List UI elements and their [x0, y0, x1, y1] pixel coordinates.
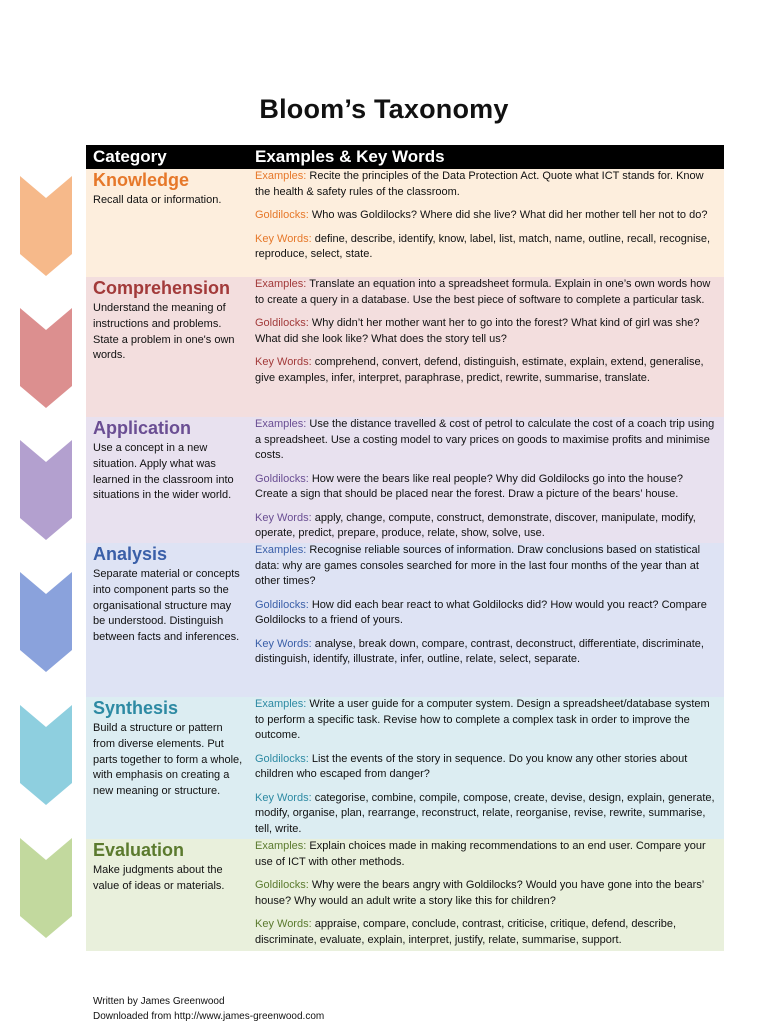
keywords-label: Key Words:: [255, 791, 312, 804]
category-name: Evaluation: [93, 840, 185, 860]
examples-label: Examples:: [255, 698, 307, 710]
goldilocks-label: Goldilocks:: [255, 209, 309, 221]
examples-text: Examples: Recognise reliable sources of information. Draw conclusions based on statistical data: why are games consoles searched for more in the last four months of the year than at other times?: [255, 544, 701, 587]
row-synthesis: [86, 697, 724, 839]
category-name: Synthesis: [93, 698, 179, 718]
category-description: Use a concept in a new situation. Apply what was learned in the classroom into situations in the wider world.: [93, 442, 234, 502]
examples-text: Examples: Recite the principles of the Data Protection Act. Quote what ICT stands for. Know the health & safety rules of the classroom.: [255, 170, 704, 198]
category-name: Application: [93, 418, 191, 438]
chevron-arrow-icon: [20, 705, 72, 805]
keywords-text: Key Words: categorise, combine, compile, compose, create, devise, design, explain, generate, modify, organise, plan, rearrange, reconstruct, relate, reorganise, revise, rewrite, summarise, tell, write.: [255, 791, 715, 835]
goldilocks-label: Goldilocks:: [255, 317, 309, 329]
keywords-label: Key Words:: [255, 232, 312, 245]
category-name: Analysis: [93, 544, 168, 564]
examples-label: Examples:: [255, 170, 307, 182]
header-examples: Examples & Key Words: [255, 147, 445, 166]
page-title: Bloom’s Taxonomy: [259, 94, 509, 124]
chevron-arrow-icon: [20, 176, 72, 276]
category-description: Recall data or information.: [93, 194, 222, 206]
keywords-text: Key Words: comprehend, convert, defend, distinguish, estimate, explain, extend, generalise, give examples, infer, interpret, paraphrase, predict, rewrite, summarise, translate.: [255, 356, 704, 384]
goldilocks-label: Goldilocks:: [255, 752, 309, 765]
examples-label: Examples:: [255, 544, 307, 556]
category-name: Comprehension: [93, 278, 231, 298]
keywords-label: Key Words:: [255, 637, 312, 650]
table-header: [86, 145, 724, 169]
category-name: Knowledge: [93, 170, 190, 190]
footer: [93, 994, 324, 1024]
chevron-arrow-icon: [20, 308, 72, 408]
goldilocks-text: Goldilocks: Who was Goldilocks? Where did she live? What did her mother tell her not to do?: [255, 209, 708, 221]
goldilocks-label: Goldilocks:: [255, 598, 309, 611]
examples-text: Examples: Explain choices made in making recommendations to an end user. Compare your use of ICT with other methods.: [255, 840, 706, 868]
keywords-text: Key Words: apply, change, compute, construct, demonstrate, discover, manipulate, modify, operate, predict, prepare, produce, relate, show, solve, use.: [255, 511, 696, 539]
examples-label: Examples:: [255, 840, 307, 852]
keywords-label: Key Words:: [255, 511, 312, 524]
category-description: Separate material or concepts into component parts so the organisational structure may be understood. Distinguish between facts and inferences.: [93, 568, 240, 644]
chevron-arrow-icon: [20, 572, 72, 672]
keywords-text: Key Words: analyse, break down, compare, contrast, deconstruct, differentiate, discriminate, distinguish, identify, illustrate, infer, outline, relate, select, separate.: [255, 637, 704, 665]
goldilocks-text: Goldilocks: How did each bear react to what Goldilocks did? How would you react? Compare Goldilocks to a friend of yours.: [255, 598, 707, 626]
keywords-text: Key Words: appraise, compare, conclude, contrast, criticise, critique, defend, describe, discriminate, evaluate, explain, interpret, justify, relate, summarise, support.: [255, 918, 677, 946]
row-analysis: [86, 543, 724, 697]
goldilocks-label: Goldilocks:: [255, 879, 309, 891]
goldilocks-text: Goldilocks: How were the bears like real people? Why did Goldilocks go into the house? Create a sign that should be placed near the forest. Draw a picture of the bears’ house.: [255, 472, 684, 500]
chevron-arrow-icon: [20, 838, 72, 938]
goldilocks-text: Goldilocks: Why were the bears angry with Goldilocks? Would you have gone into the bears’ house? Why would an adult write a story like this for children?: [255, 879, 704, 907]
examples-text: Examples: Write a user guide for a computer system. Design a spreadsheet/database system to perform a specific task. Revise how to complete a complex task in order to improve the outcome.: [255, 698, 710, 741]
category-description: Understand the meaning of instructions and problems. State a problem in one's own words.: [93, 302, 235, 362]
footer-author: Written by James Greenwood: [93, 996, 225, 1007]
category-description: Build a structure or pattern from diverse elements. Put parts together to form a whole, with emphasis on creating a new meaning or structure.: [93, 722, 243, 798]
taxonomy-table: [86, 145, 724, 946]
row-comprehension: [86, 277, 724, 417]
row-application: [86, 417, 724, 543]
goldilocks-label: Goldilocks:: [255, 472, 309, 485]
goldilocks-text: Goldilocks: Why didn’t her mother want her to go into the forest? What kind of girl was she? What did she look like? What does the story tell us?: [255, 317, 700, 345]
goldilocks-text: Goldilocks: List the events of the story in sequence. Do you know any other stories about children who escaped from danger?: [255, 752, 688, 780]
examples-label: Examples:: [255, 418, 307, 430]
category-description: Make judgments about the value of ideas or materials.: [93, 864, 225, 892]
chevron-arrow-icon: [20, 440, 72, 540]
examples-text: Examples: Translate an equation into a spreadsheet formula. Explain in one’s own words how to create a query in a database. Use the best piece of software to complete a particular task.: [255, 278, 711, 306]
examples-text: Examples: Use the distance travelled & cost of petrol to calculate the cost of a coach trip using a spreadsheet. Use a costing model to vary prices on goods to maximise profits and minimise costs.: [255, 418, 715, 461]
keywords-text: Key Words: define, describe, identify, know, label, list, match, name, outline, recall, recognise, reproduce, select, state.: [255, 232, 711, 260]
keywords-label: Key Words:: [255, 356, 312, 368]
row-evaluation: [86, 839, 724, 951]
row-knowledge: [86, 169, 724, 277]
examples-label: Examples:: [255, 278, 307, 290]
header-category: Category: [93, 147, 167, 166]
keywords-label: Key Words:: [255, 918, 312, 930]
footer-source[interactable]: Downloaded from http://www.james-greenwood.com: [93, 1011, 325, 1022]
